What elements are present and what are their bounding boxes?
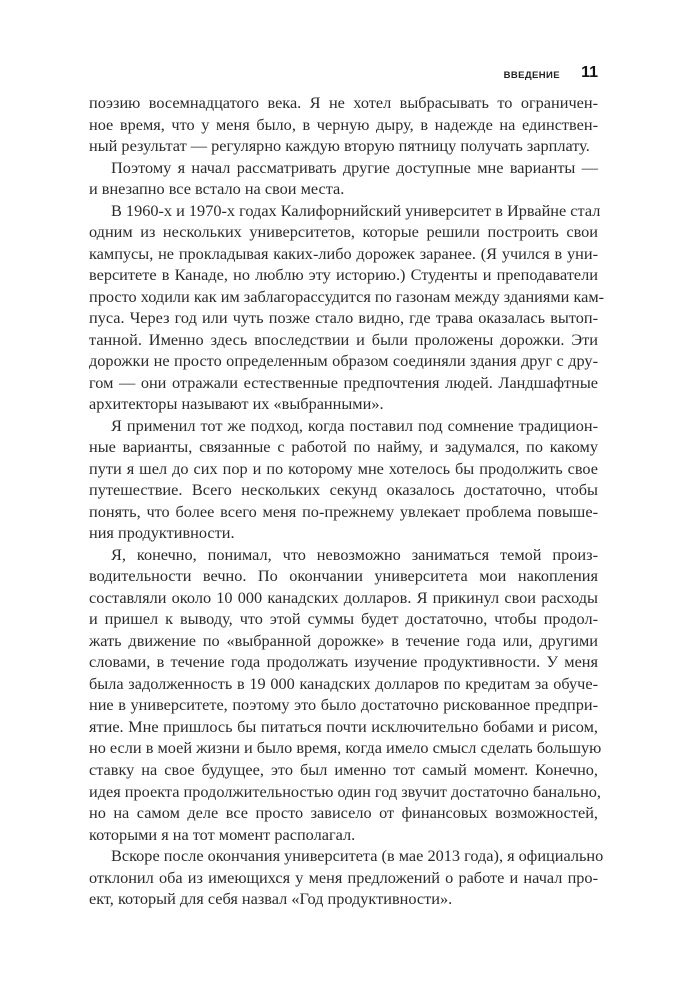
text-line: ект, который для себя назвал «Год продуктивности». [89,889,453,909]
text-line: Вскоре после окончания университета (в мае 2013 года), я официально [111,846,604,866]
text-line: В 1960-х и 1970-х годах Калифорнийский университет в Ирвайне стал [111,200,601,220]
paragraph [89,200,605,415]
text-line: путешествие. Всего нескольких секунд оказалось достаточно, чтобы [89,480,598,500]
text-line: и пришел к выводу, что этой суммы будет достаточно, чтобы продол- [89,609,598,629]
paragraph [89,92,598,157]
text-line: дорожки не просто определенным образом соединяли здания друг с дру- [89,351,598,371]
running-head: ВВЕДЕНИЕ [503,70,560,81]
text-line: гом — они отражали естественные предпочтения людей. Ландшафтные [89,372,598,392]
text-line: которыми я на тот момент располагал. [89,824,356,844]
page-number: 11 [581,64,598,81]
text-line: ставку на свое будущее, это был именно тот самый момент. Конечно, [89,759,598,779]
text-line: ния продуктивности. [89,523,235,543]
paragraph [89,415,598,544]
text-line: ятие. Мне пришлось бы питаться почти исключительно бобами и рисом, [89,716,598,736]
text-line: понять, что более всего меня по-прежнему увлекает проблема повыше- [89,501,598,521]
text-line: идея проекта продолжительностью один год звучит достаточно банально, [89,781,601,801]
text-line: Я применил тот же подход, когда поставил под сомнение традицион- [111,415,598,435]
page-header [0,64,598,84]
text-line: одним из нескольких университетов, которые решили построить свои [89,222,598,242]
text-line: просто ходили как им заблагорассудится по газонам между зданиями кам- [89,286,605,306]
text-line: ный результат — регулярно каждую вторую пятницу получать зарплату. [89,136,590,156]
text-line: танной. Именно здесь впоследствии и были проложены дорожки. Эти [89,329,598,349]
text-line: словами, в течение года продолжать изучение продуктивности. У меня [89,652,598,672]
paragraph [89,845,604,910]
text-line: Поэтому я начал рассматривать другие доступные мне варианты — [111,157,598,177]
page-body [89,92,605,910]
text-line: и внезапно все встало на свои места. [89,179,345,199]
paragraph [89,157,598,200]
text-line: жать движение по «выбранной дорожке» в течение года или, другими [89,630,598,650]
text-line: но если в моей жизни и было время, когда имело смысл сделать большую [89,738,602,758]
text-line: верситете в Канаде, но люблю эту историю.) Студенты и преподаватели [89,265,598,285]
text-line: архитекторы называют их «выбранными». [89,394,384,414]
text-line: водительности вечно. По окончании университета мои накопления [89,566,598,586]
text-line: была задолженность в 19 000 канадских долларов по кредитам за обуче- [89,673,598,693]
text-line: пуса. Через год или чуть позже стало видно, где трава оказалась вытоп- [89,308,598,328]
text-line: пути я шел до сих пор и по которому мне хотелось бы продолжить свое [89,458,598,478]
text-line: поэзию восемнадцатого века. Я не хотел выбрасывать то ограничен- [89,93,598,112]
text-line: Я, конечно, понимал, что невозможно заниматься темой произ- [111,544,598,564]
text-line: ние в университете, поэтому это было достаточно рискованное предпри- [89,695,598,715]
text-line: отклонил оба из имеющихся у меня предложений о работе и начал про- [89,867,598,887]
text-line: ное время, что у меня было, в черную дыру, в надежде на единствен- [89,114,598,134]
text-line: кампусы, не прокладывая каких-либо дорожек заранее. (Я учился в уни- [89,243,598,263]
text-line: но на самом деле все просто зависело от финансовых возможностей, [89,803,598,823]
text-line: составляли около 10 000 канадских долларов. Я прикинул свои расходы [89,587,598,607]
text-line: ные варианты, связанные с работой по найму, и задумался, по какому [89,437,598,457]
paragraph [89,544,602,845]
